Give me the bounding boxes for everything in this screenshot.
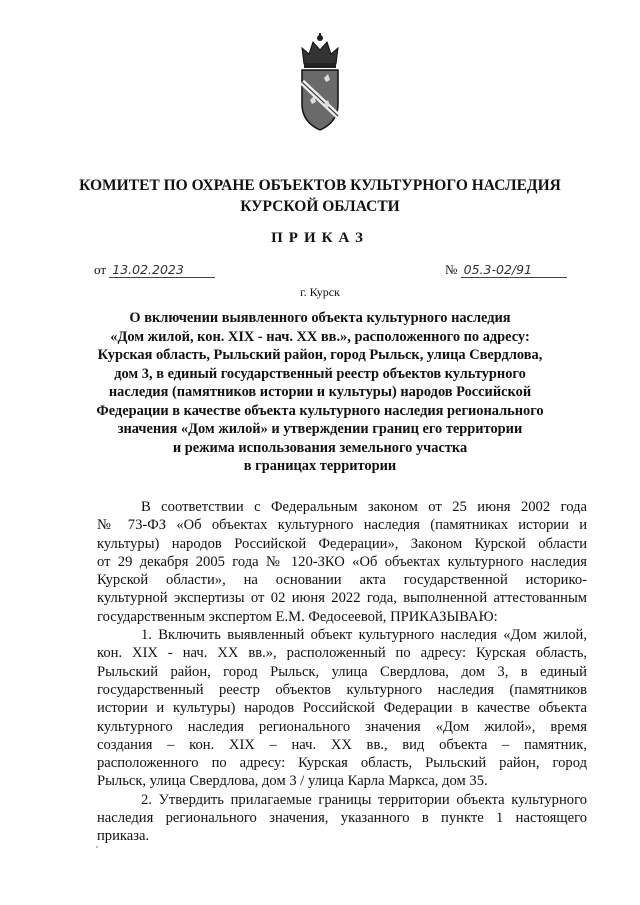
body-line: государственным экспертом Е.М. Федосеевой, ПРИКАЗЫВАЮ:	[97, 608, 498, 625]
date-prefix: от	[94, 262, 107, 277]
subject-line: «Дом жилой, кон. XIX - нач. XX вв.», расположенного по адресу:	[110, 328, 530, 345]
body-line: Курской области», на основании акта государственной историко-	[97, 572, 587, 589]
document-type-title: ПРИКАЗ	[271, 230, 369, 246]
body-line: приказа.	[97, 828, 150, 845]
body-line: Рыльский район, город Рыльск, улица Свердлова, дом 3, в единый	[97, 663, 587, 680]
subject-line: Курская область, Рыльский район, город Рыльск, улица Свердлова,	[97, 347, 543, 363]
body-line: от 29 декабря 2005 года № 120-ЗКО «Об объектах культурного наследия	[97, 553, 587, 570]
number-prefix: №	[445, 262, 458, 277]
body-line: культуры) народов Российской Федерации», Законом Курской области	[97, 535, 587, 552]
subject-line: Федерации в качестве объекта культурного наследия регионального	[96, 402, 544, 419]
body-line: культурной экспертизы от 02 июня 2022 года, выполненной аттестованным	[97, 590, 587, 607]
body-line: расположенного по адресу: Курская область, Рыльский район, город	[97, 755, 587, 772]
body-line: № 73-ФЗ «Об объектах культурного наследия (памятниках истории и	[97, 517, 587, 534]
body-line: кон. XIX - нач. XX вв.», расположенный по адресу: Курская область,	[97, 645, 587, 662]
subject-line: значения «Дом жилой» и утверждении границ его территории	[117, 421, 523, 437]
body-line: 1. Включить выявленный объект культурного наследия «Дом жилой,	[141, 627, 587, 644]
body-line: В соответствии с Федеральным законом от 25 июня 2002 года	[141, 499, 587, 515]
order-item-2	[97, 791, 587, 846]
committee-name-line: КУРСКОЙ ОБЛАСТИ	[240, 198, 400, 215]
subject-line: в границах территории	[243, 458, 397, 474]
number-value: 05.3-02/91	[461, 262, 567, 278]
scan-speck	[96, 846, 98, 848]
order-number	[445, 262, 567, 278]
order-body	[97, 498, 587, 846]
issue-city: г. Курск	[300, 285, 340, 299]
subject-line: и режима использования земельного участка	[172, 439, 468, 456]
body-line: Рыльск, улица Свердлова, дом 3 / улица Карла Маркса, дом 35.	[97, 773, 488, 790]
date-value: 13.02.2023	[109, 262, 215, 278]
subject-line: дом 3, в единый государственный реестр объектов культурного	[114, 365, 526, 382]
order-date	[94, 262, 215, 278]
body-line: создания – кон. XIX – нач. XX вв., вид объекта – памятник,	[97, 736, 587, 753]
body-line: культурного наследия регионального значения «Дом жилой», время	[97, 718, 587, 735]
subject-line: О включении выявленного объекта культурного наследия	[129, 310, 511, 326]
body-line: 2. Утвердить прилагаемые границы территории объекта культурного	[141, 791, 587, 808]
kursk-region-coat-of-arms-icon	[294, 30, 346, 140]
committee-name-line: КОМИТЕТ ПО ОХРАНЕ ОБЪЕКТОВ КУЛЬТУРНОГО НАСЛЕДИЯ	[79, 177, 561, 194]
preamble-paragraph	[97, 498, 587, 626]
committee-name	[60, 175, 580, 217]
body-line: наследия регионального значения, указанного в пункте 1 настоящего	[97, 810, 587, 827]
subject-line: наследия (памятников истории и культуры) народов Российской	[108, 384, 532, 400]
body-line: истории и культуры) народов Российской Федерации в качестве объекта	[97, 700, 587, 717]
body-line: государственный реестр объектов культурного наследия (памятников	[97, 681, 587, 698]
order-item-1	[97, 626, 587, 791]
order-subject	[90, 309, 550, 476]
